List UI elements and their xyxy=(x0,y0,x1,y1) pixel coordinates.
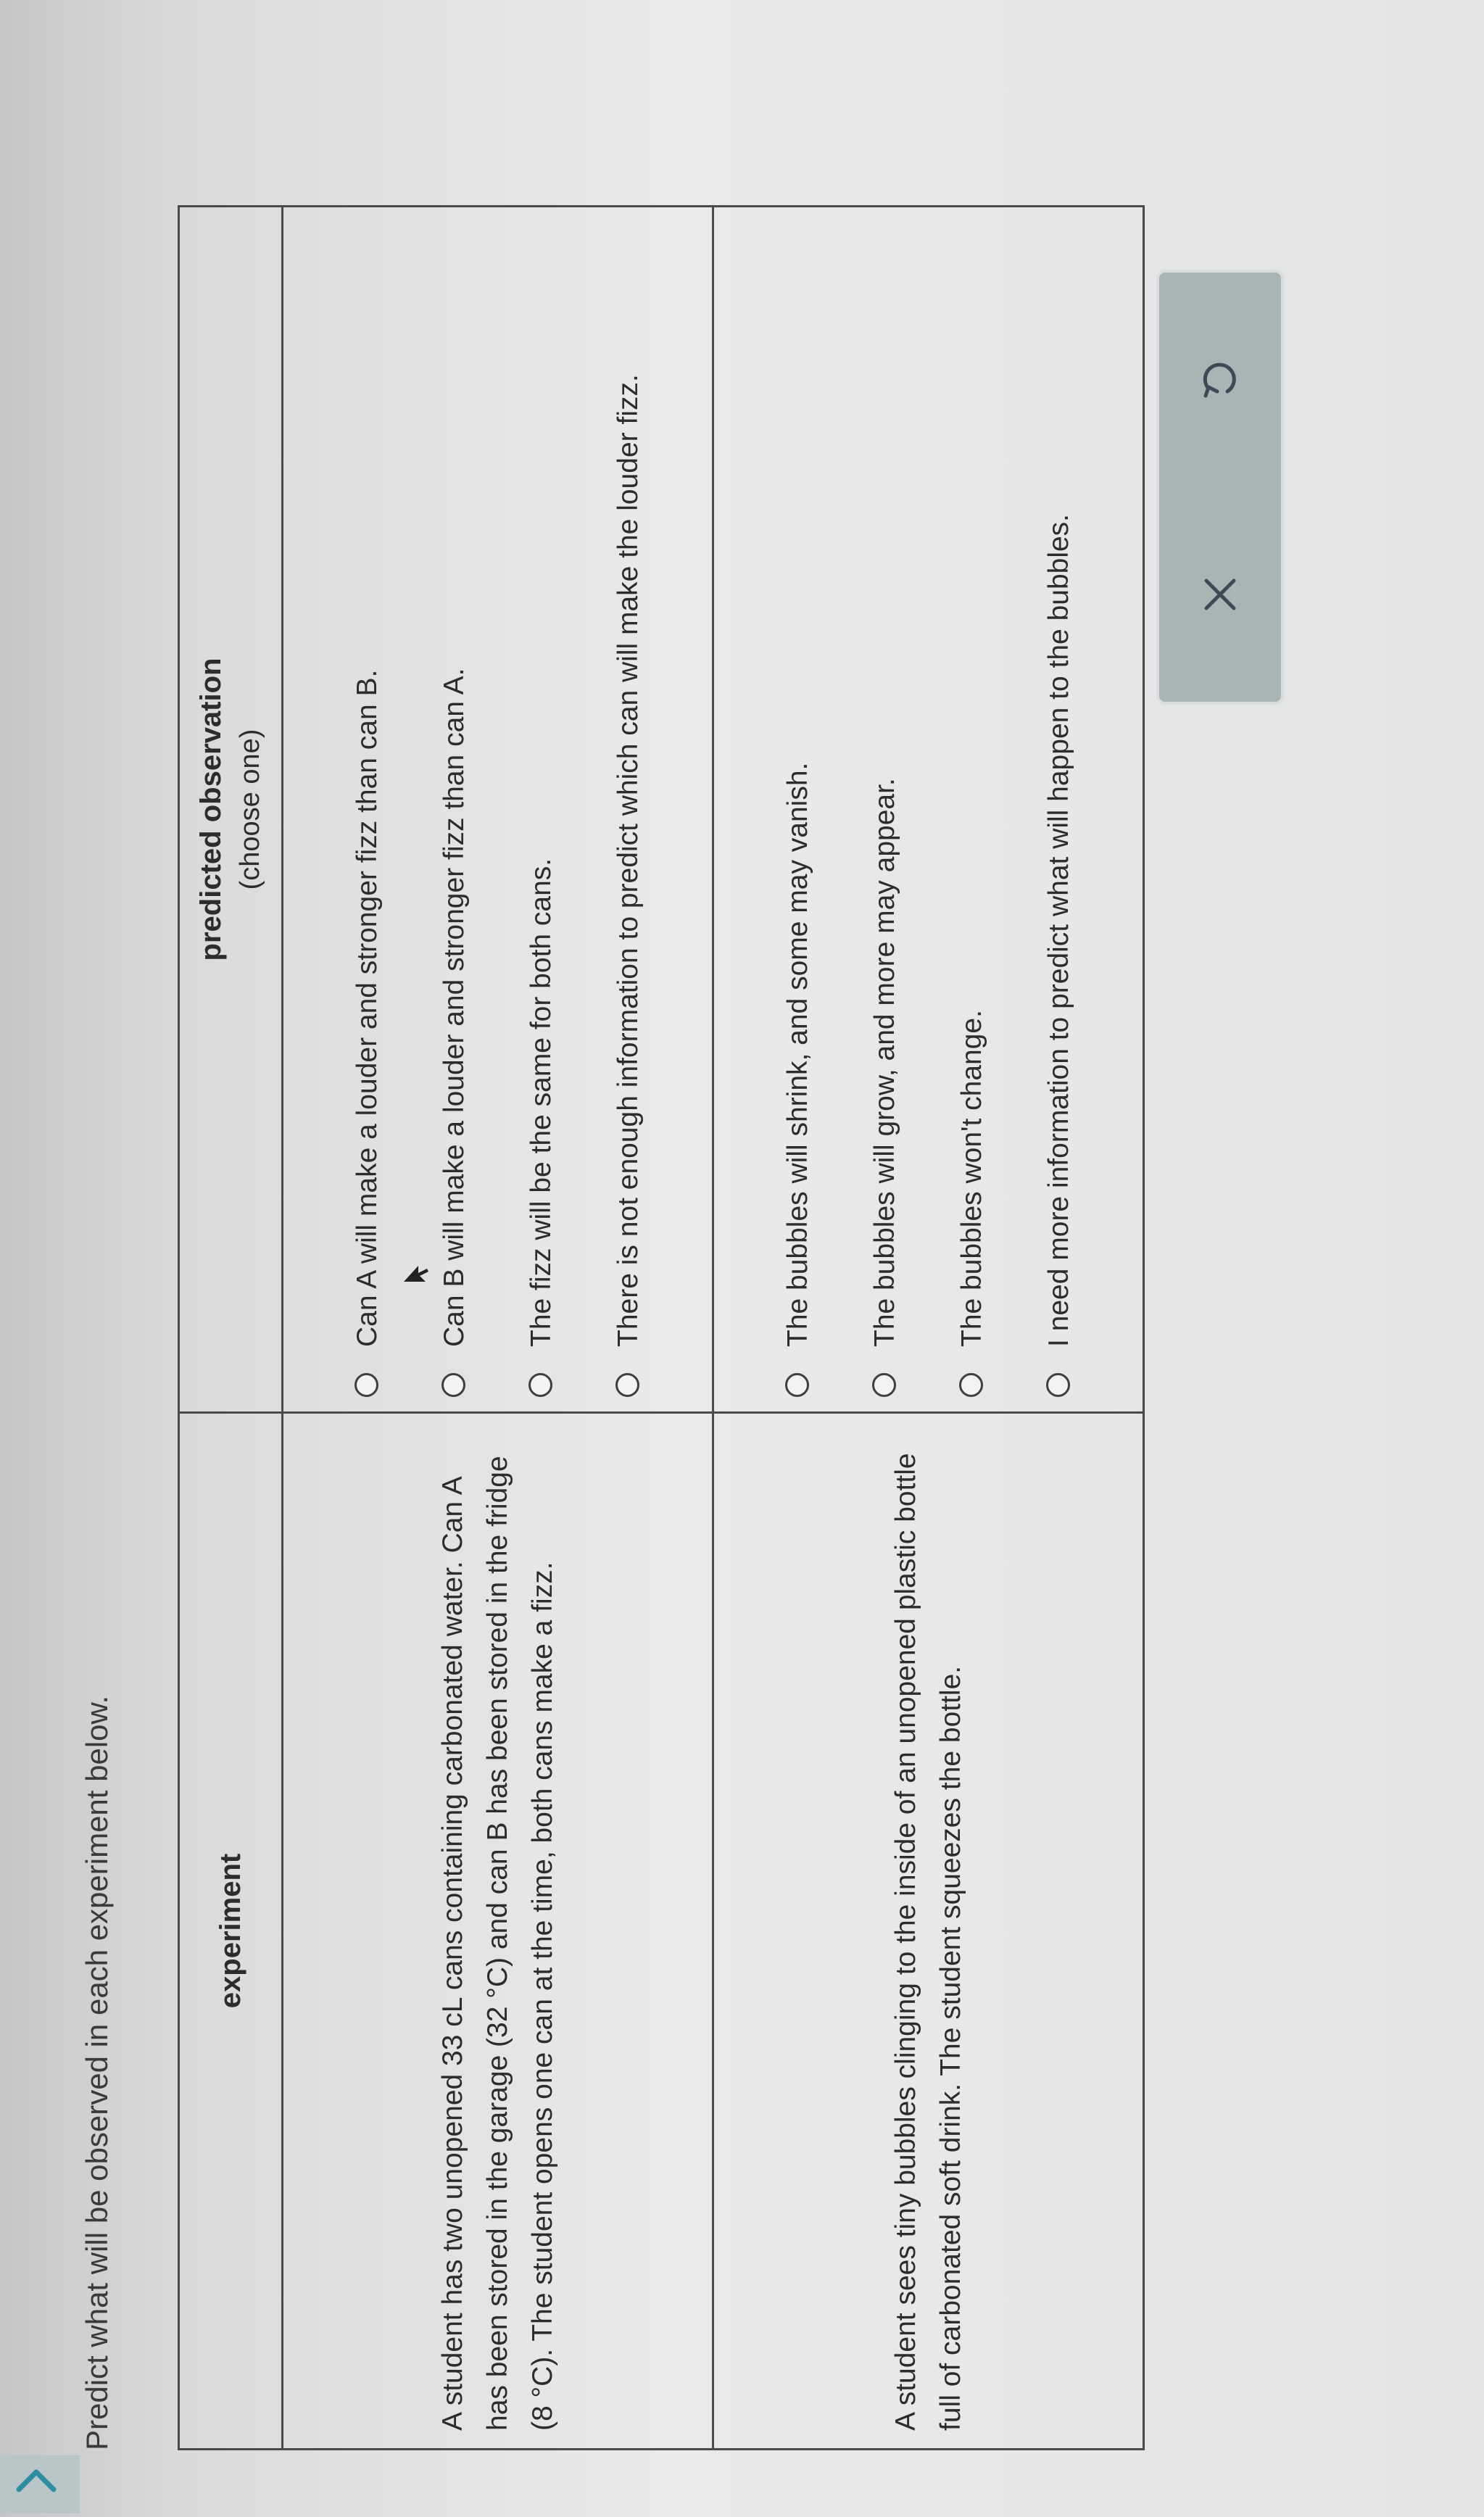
option-group xyxy=(713,207,1144,1413)
table-row xyxy=(283,207,713,2450)
radio-button[interactable] xyxy=(872,1373,896,1397)
radio-button[interactable] xyxy=(615,1373,639,1397)
radio-button[interactable] xyxy=(1046,1373,1070,1397)
option-row[interactable] xyxy=(433,222,476,1397)
action-panel xyxy=(1156,270,1284,705)
radio-button[interactable] xyxy=(442,1373,465,1397)
table-row xyxy=(713,207,1144,2450)
header-prediction-sub: (choose one) xyxy=(235,729,265,890)
experiment-description: A student has two unopened 33 cL cans containing carbonated water. Can A has been stored in the garage (32 °C) and can B has been stored in the fridge (8 °C). The student opens one can at the time, both cans make a fizz. xyxy=(283,1413,713,2450)
option-label: The bubbles will shrink, and some may vanish. xyxy=(782,762,813,1347)
radio-button[interactable] xyxy=(785,1373,809,1397)
option-row[interactable] xyxy=(776,222,820,1397)
option-label: I need more information to predict what will happen to the bubbles. xyxy=(1042,513,1074,1347)
option-row[interactable] xyxy=(346,222,389,1397)
clear-button[interactable] xyxy=(1169,544,1271,645)
header-experiment: experiment xyxy=(179,1413,283,2450)
option-row[interactable] xyxy=(607,222,650,1397)
experiment-table xyxy=(178,205,1145,2450)
experiment-description: A student sees tiny bubbles clinging to the inside of an unopened plastic bottle full of carbonated soft drink. The student squeezes the bottle. xyxy=(713,1413,1144,2450)
option-label: The bubbles will grow, and more may appear. xyxy=(869,778,900,1347)
option-row[interactable] xyxy=(520,222,563,1397)
collapse-tab[interactable] xyxy=(0,2455,80,2513)
option-row[interactable] xyxy=(863,222,907,1397)
option-group xyxy=(283,207,713,1413)
header-prediction-title: predicted observation xyxy=(195,658,227,961)
chevron-right-icon xyxy=(0,2457,72,2505)
undo-icon xyxy=(1198,358,1242,402)
option-label: The fizz will be the same for both cans. xyxy=(525,858,557,1347)
radio-button[interactable] xyxy=(959,1373,983,1397)
option-label: There is not enough information to predict which can will make the louder fizz. xyxy=(612,374,644,1347)
option-row[interactable] xyxy=(950,222,994,1397)
instruction-text: Predict what will be observed in each experiment below. xyxy=(80,1695,114,2450)
undo-button[interactable] xyxy=(1169,329,1271,431)
option-label: Can A will make a louder and stronger fizz than can B. xyxy=(351,669,383,1347)
header-prediction xyxy=(179,207,283,1413)
option-row[interactable] xyxy=(1037,222,1081,1397)
radio-button[interactable] xyxy=(528,1373,552,1397)
radio-button[interactable] xyxy=(355,1373,378,1397)
x-icon xyxy=(1201,575,1240,614)
mouse-cursor-icon xyxy=(402,1263,435,1285)
option-label: Can B will make a louder and stronger fizz than can A. xyxy=(438,668,470,1347)
option-label: The bubbles won't change. xyxy=(956,1010,987,1347)
